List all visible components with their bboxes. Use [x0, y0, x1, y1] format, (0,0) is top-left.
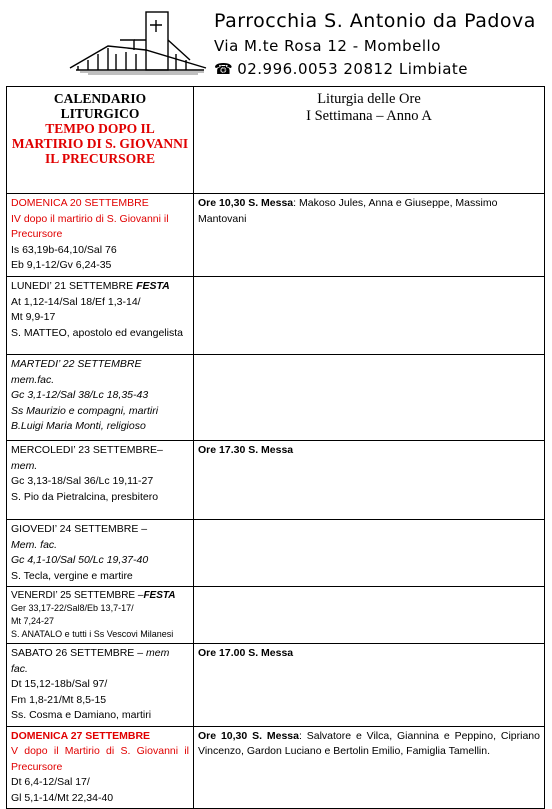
day-tag: mem.fac.: [11, 373, 55, 386]
day-cell: [7, 194, 194, 277]
reading: Dt 6,4-12/Sal 17/: [11, 776, 90, 788]
table-row: [7, 441, 545, 520]
day-title: DOMENICA 27 SETTEMBRE: [11, 729, 151, 742]
saint-name: S. Tecla, vergine e martire: [11, 569, 133, 582]
table-row: [7, 520, 545, 587]
reading: At 1,12-14/Sal 18/Ef 1,3-14/: [11, 295, 141, 308]
day-cell: [7, 644, 194, 727]
day-cell: [7, 355, 194, 441]
church-logo-icon: [68, 10, 208, 76]
day-tag: Mem. fac.: [11, 538, 58, 551]
feast-title: IV dopo il martirio di S. Giovanni il Precursore: [11, 212, 169, 240]
day-title: DOMENICA 20 SETTEMBRE: [11, 197, 149, 209]
day-title: MERCOLEDI’ 23 SETTEMBRE–: [11, 444, 163, 456]
day-cell: [7, 277, 194, 355]
saint-name: S. Pio da Pietralcina, presbitero: [11, 490, 159, 503]
parish-phone: [214, 60, 468, 78]
calendar-title-line1: CALENDARIO: [53, 91, 147, 106]
table-row: [7, 587, 545, 644]
saint-name: Ss. Cosma e Damiano, martiri: [11, 709, 152, 721]
reading: Mt 9,9-17: [11, 311, 56, 323]
reading: Ger 33,17-22/Sal8/Eb 13,7-17/: [11, 603, 134, 613]
mass-intentions: : Makoso Jules, Anna e Giuseppe, Massimo Mantovani: [198, 197, 498, 225]
mass-cell: [194, 277, 545, 355]
parish-name: Parrocchia S. Antonio da Padova: [214, 10, 536, 32]
mass-cell: [194, 644, 545, 727]
table-row: [7, 194, 545, 277]
table-row: [7, 277, 545, 355]
mass-cell: [194, 587, 545, 644]
day-tag: mem fac.: [11, 647, 170, 675]
mass-cell: [194, 520, 545, 587]
phone-number: 02.996.0053 20812 Limbiate: [237, 60, 468, 78]
reading: Mt 7,24-27: [11, 616, 55, 626]
mass-time: Ore 17.30 S. Messa: [198, 444, 294, 456]
table-row: [7, 726, 545, 809]
table-row: [7, 644, 545, 727]
day-title: GIOVEDI’ 24 SETTEMBRE –: [11, 523, 148, 535]
mass-cell: [194, 194, 545, 277]
day-cell: [7, 587, 194, 644]
day-title: MARTEDI’ 22 SETTEMBRE: [11, 358, 142, 370]
mass-cell: [194, 355, 545, 441]
phone-icon: ☎: [214, 60, 234, 78]
day-tag: FESTA: [136, 280, 170, 292]
page-header: [0, 0, 552, 86]
reading: Gc 3,13-18/Sal 36/Lc 19,11-27: [11, 475, 154, 487]
reading: Is 63,19b-64,10/Sal 76: [11, 243, 117, 256]
mass-time: Ore 10,30 S. Messa: [198, 729, 299, 742]
reading: Gc 4,1-10/Sal 50/Lc 19,37-40: [11, 554, 149, 566]
calendar-title-cell: [7, 87, 194, 194]
day-cell: [7, 726, 194, 809]
reading: Gc 3,1-12/Sal 38/Lc 18,35-43: [11, 389, 149, 401]
reading: Fm 1,8-21/Mt 8,5-15: [11, 693, 107, 706]
mass-cell: [194, 726, 545, 809]
liturgy-hours-title: Liturgia delle Ore: [317, 91, 421, 107]
mass-time: Ore 17.00 S. Messa: [198, 647, 294, 659]
feast-title: V dopo il Martirio di S. Giovanni il Precursore: [11, 745, 189, 773]
saint-name: S. ANATALO e tutti i Ss Vescovi Milanesi: [11, 629, 174, 639]
liturgy-hours-cell: [194, 87, 545, 194]
table-header-row: [7, 87, 545, 194]
saint-name: B.Luigi Maria Monti, religioso: [11, 420, 146, 432]
calendar-title-line2: LITURGICO: [60, 106, 140, 121]
mass-cell: [194, 441, 545, 520]
day-cell: [7, 520, 194, 587]
day-tag: FESTA: [143, 590, 176, 601]
calendar-table: [6, 86, 545, 809]
day-title: SABATO 26 SETTEMBRE –: [11, 647, 144, 659]
saint-name: S. MATTEO, apostolo ed evangelista: [11, 326, 183, 339]
reading: Eb 9,1-12/Gv 6,24-35: [11, 259, 112, 271]
liturgical-season: TEMPO DOPO IL MARTIRIO DI S. GIOVANNI IL PRECURSORE: [11, 121, 189, 166]
parish-address: Via M.te Rosa 12 - Mombello: [214, 37, 441, 55]
day-tag: mem.: [11, 459, 38, 472]
saint-name: Ss Maurizio e compagni, martiri: [11, 404, 159, 417]
day-title: LUNEDI’ 21 SETTEMBRE: [11, 280, 134, 292]
reading: Gl 5,1-14/Mt 22,34-40: [11, 791, 114, 804]
reading: Dt 15,12-18b/Sal 97/: [11, 678, 108, 690]
table-row: [7, 355, 545, 441]
mass-time: Ore 10,30 S. Messa: [198, 197, 294, 209]
mass-intentions: : Salvatore e Vilca, Giannina e Peppino, Cipriano Vincenzo, Gardon Luciano e Bertolin Emilio, Famiglia Tamellin.: [198, 729, 540, 757]
day-title: VENERDI’ 25 SETTEMBRE –: [11, 590, 144, 601]
day-cell: [7, 441, 194, 520]
liturgy-week: I Settimana – Anno A: [306, 108, 432, 124]
